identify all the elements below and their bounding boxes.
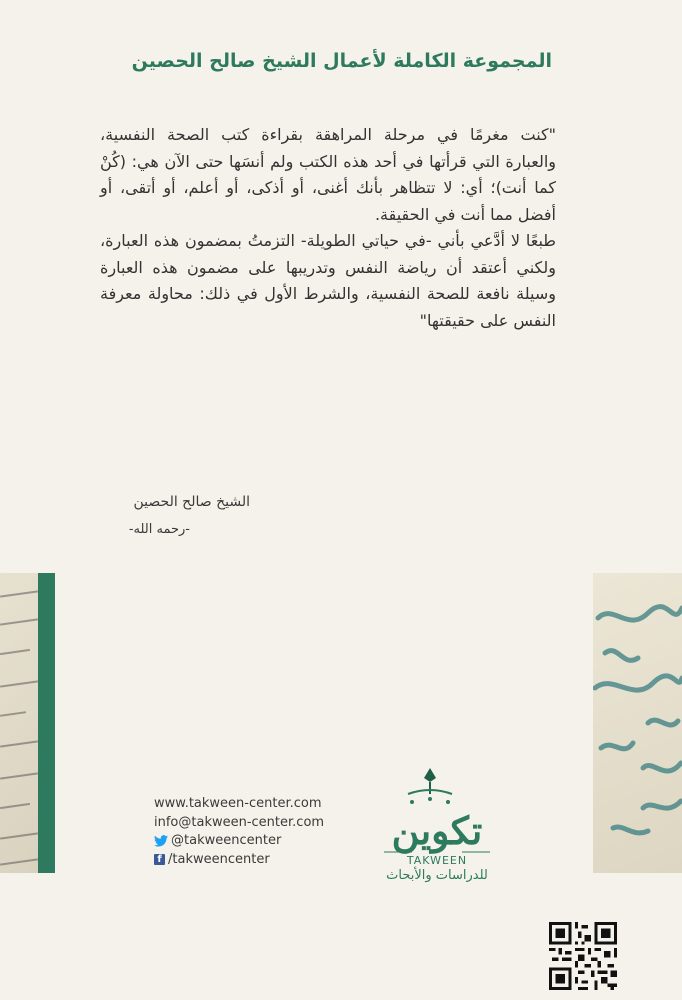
quote-block	[100, 122, 556, 334]
quote-paragraph-1: "كنت مغرمًا في مرحلة المراهقة بقراءة كتب الصحة النفسية، والعبارة التي قرأتها في أحد هذه الكتب ولم أنسَها حتى الآن هي: (كُنْ كما أنت)؛ أي: لا تتظاهر بأنك أغنى، أو أذكى، أو أعلم، أو أتقى، أو أفضل مما أنت في الحقيقة.	[100, 125, 556, 224]
contact-info	[154, 795, 354, 869]
facebook-link[interactable]: f /takweencenter	[154, 851, 354, 870]
qr-code	[549, 922, 617, 990]
manuscript-image-left	[0, 573, 38, 873]
author-name: الشيخ صالح الحصين	[133, 494, 250, 510]
accent-bar	[38, 573, 55, 873]
quote-paragraph-2: طبعًا لا أدَّعي بأني -في حياتي الطويلة- التزمتُ بمضمون هذه العبارة، ولكني أعتقد أن رياضة النفس وتدريبها على مضمون هذه العبارة وسيلة نافعة للصحة النفسية، والشرط الأول في ذلك: محاولة معرفة النفس على حقيقتها"	[100, 231, 556, 330]
logo-calligraphy: تكوين	[391, 808, 483, 853]
logo-tagline: للدراسات والأبحاث	[386, 868, 488, 883]
email-link[interactable]: info@takween-center.com	[154, 814, 325, 830]
twitter-icon	[154, 835, 168, 847]
facebook-icon: f	[154, 854, 165, 865]
logo-label: TAKWEEN	[406, 854, 468, 867]
website-link[interactable]: www.takween-center.com	[154, 796, 322, 811]
page-title: المجموعة الكاملة لأعمال الشيخ صالح الحصين	[131, 50, 552, 72]
author-note: -رحمه الله-	[128, 522, 190, 537]
manuscript-image-right	[593, 573, 682, 873]
twitter-link[interactable]: @takweencenter	[154, 832, 354, 851]
